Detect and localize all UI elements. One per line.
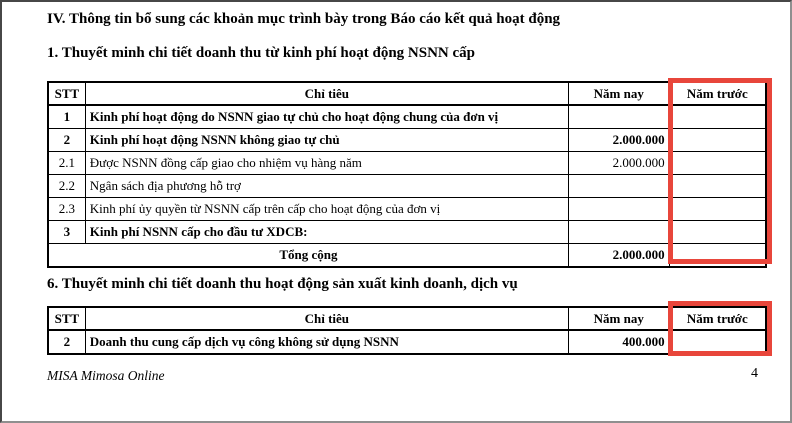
table-row [48, 198, 766, 221]
row-stt: 2 [48, 330, 85, 354]
header-nam-truoc: Năm trước [669, 82, 766, 105]
header-chi-tieu: Chỉ tiêu [85, 82, 568, 105]
header-stt: STT [48, 307, 85, 330]
header-nam-nay: Năm nay [568, 307, 669, 330]
table-row [48, 105, 766, 129]
table-row [48, 175, 766, 198]
table-header-row [48, 307, 766, 330]
header-stt: STT [48, 82, 85, 105]
total-nam-nay: 2.000.000 [568, 244, 669, 268]
header-nam-nay: Năm nay [568, 82, 669, 105]
row-stt: 2.2 [48, 175, 85, 198]
section-1-title: 1. Thuyết minh chi tiết doanh thu từ kinh phí hoạt động NSNN cấp [47, 45, 476, 61]
row-nam-truoc [669, 175, 766, 198]
table-header-row [48, 82, 766, 105]
table-row [48, 330, 766, 354]
table-row [48, 221, 766, 244]
header-chi-tieu: Chỉ tiêu [85, 307, 568, 330]
row-label: Doanh thu cung cấp dịch vụ công không sử dụng NSNN [85, 330, 568, 354]
total-label: Tổng cộng [48, 244, 568, 268]
row-nam-nay [568, 221, 669, 244]
row-stt: 2.3 [48, 198, 85, 221]
nsnn-revenue-table [47, 81, 767, 268]
row-nam-nay [568, 198, 669, 221]
footer-brand: MISA Mimosa Online [47, 368, 165, 383]
row-stt: 1 [48, 105, 85, 129]
row-stt: 3 [48, 221, 85, 244]
row-nam-truoc [669, 198, 766, 221]
section-6-title: 6. Thuyết minh chi tiết doanh thu hoạt động sản xuất kinh doanh, dịch vụ [47, 276, 518, 292]
section-iv-title: IV. Thông tin bổ sung các khoản mục trình bày trong Báo cáo kết quả hoạt động [47, 11, 561, 27]
row-nam-truoc [669, 330, 766, 354]
service-revenue-table [47, 306, 767, 355]
row-nam-nay [568, 175, 669, 198]
row-label: Kinh phí ủy quyền từ NSNN cấp trên cấp cho hoạt động của đơn vị [85, 198, 568, 221]
row-nam-truoc [669, 129, 766, 152]
table-row [48, 152, 766, 175]
row-label: Kinh phí hoạt động do NSNN giao tự chủ cho hoạt động chung của đơn vị [85, 105, 568, 129]
row-label: Được NSNN đồng cấp giao cho nhiệm vụ hàng năm [85, 152, 568, 175]
row-label: Kinh phí NSNN cấp cho đầu tư XDCB: [85, 221, 568, 244]
row-nam-nay: 2.000.000 [568, 152, 669, 175]
row-label: Kinh phí hoạt động NSNN không giao tự chủ [85, 129, 568, 152]
row-nam-nay [568, 105, 669, 129]
header-nam-truoc: Năm trước [669, 307, 766, 330]
row-nam-truoc [669, 152, 766, 175]
row-stt: 2 [48, 129, 85, 152]
row-nam-truoc [669, 221, 766, 244]
table-row [48, 129, 766, 152]
total-nam-truoc [669, 244, 766, 268]
row-nam-nay: 400.000 [568, 330, 669, 354]
table-total-row [48, 244, 766, 268]
page-number: 4 [751, 366, 758, 381]
row-label: Ngân sách địa phương hỗ trợ [85, 175, 568, 198]
row-stt: 2.1 [48, 152, 85, 175]
row-nam-truoc [669, 105, 766, 129]
row-nam-nay: 2.000.000 [568, 129, 669, 152]
